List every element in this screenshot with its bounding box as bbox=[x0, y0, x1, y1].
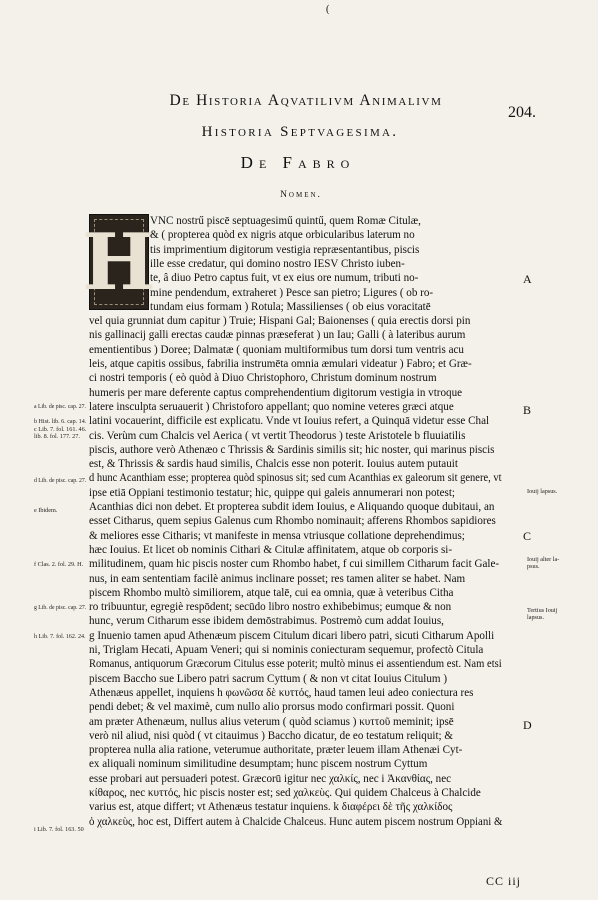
body-line: ementientibus ) Doree; Dalmatæ ( quoniam multiformibus tum dorsi tum ventris acu bbox=[89, 343, 464, 356]
body-line: militudinem, quam hic piscis noster cum Rhombo habet, f cui simillem Citharum facit Gale- bbox=[89, 558, 500, 571]
body-line: nis gallinacij galli erectas caudæ pinnas præseferat ) un Iau; Galli ( à lateribus aurum bbox=[89, 329, 466, 342]
body-line: & ( propterea quòd ex nigris atque orbicularibus laterum no bbox=[150, 229, 415, 242]
body-line: Romanus, antiquorum Græcorum Citulus esse poterit; multò minus ei assentiendum est. Nam etsi bbox=[89, 658, 502, 671]
body-line: VNC nostrű piscē septuagesimű quintű, quem Romæ Citulæ, bbox=[150, 215, 421, 227]
body-line: κίθαρος, nec κυττός, hic piscis noster est; sed χαλκεὺς. Qui quidem Chalceus à Chalcide bbox=[89, 787, 481, 799]
body-line: humeris per mare deferente captus comprehendentium digitorum vestigia in vtroque bbox=[89, 386, 463, 399]
margin-note-right: Tertius Iouij bbox=[527, 607, 558, 614]
margin-note-right: psus. bbox=[527, 563, 540, 570]
body-line: mine pendendum, extraheret ) Pesce san pietro; Ligures ( ob ro- bbox=[150, 286, 434, 299]
chapter-subtitle: Historia Septvagesima. bbox=[201, 124, 399, 140]
margin-note-right: Iouij lapsus. bbox=[527, 488, 558, 495]
section-letter: C bbox=[523, 529, 532, 543]
body-line: varius est, atque differt; vt Athenæus testatur inquiens. k διαφέρει δὲ τῆς χαλκίδος bbox=[89, 801, 453, 814]
body-line: Athenæus appellet, inquiens h φωνῶσα δὲ κυττός, haud tamen leui adeo coniectura res bbox=[89, 686, 474, 699]
margin-note: a Lib. de pisc. cap. 27. bbox=[34, 403, 86, 410]
body-line: tundam eius formam ) Rotula; Massilienses ( ob eius voracitatē bbox=[150, 300, 431, 313]
body-line: cis. Verùm cum Chalcis vel Aerica ( vt vertit Theodorus ) teste Aristotele b fluuiatilis bbox=[89, 429, 466, 442]
body-line: d hunc Acanthiam esse; propterea quòd spinosus sit; sed cum Acanthias ex galeorum sit genere, vt bbox=[89, 472, 502, 485]
body-line: nus, in eam sententiam facilè animus inclinare posset; res tamen aliter se habet. Nam bbox=[89, 572, 466, 585]
body-line: piscem Baccho sue Libero patri sacrum Cyttum ( & non vt citat Iouius Citulum ) bbox=[89, 672, 448, 685]
body-line: hæc Iouius. Et licet ob nominis Cithari & Citulæ affinitatem, atque ob corporis si- bbox=[89, 543, 453, 556]
margin-note-right: lapsus. bbox=[527, 614, 545, 621]
margin-note: g Lib. de pisc. cap. 27. bbox=[34, 604, 87, 611]
body-line: verò nil aliud, nisi quòd ( vt citauimus ) Baccho dicatur, de eo testatum reliquit; & bbox=[89, 729, 454, 742]
body-line: ci nostri temporis ( eò quòd à Diuo Christophoro, Christum dominum nostrum bbox=[89, 372, 437, 385]
body-line: esset Citharus, quem sepius Galenus cum Rhombo nominauit; afferens Rhombos sapidiores bbox=[89, 515, 496, 528]
body-line: am præter Athenæum, nullus alius veterum ( quòd sciamus ) κυττοῦ meminit; ipsē bbox=[89, 715, 454, 728]
body-line: latere insculpta seruauerit ) Christoforo appellant; quo nomine veteres græci atque bbox=[89, 400, 454, 413]
top-mark: ( bbox=[326, 4, 330, 15]
running-header: De Historia Aqvatilivm Animalivm bbox=[169, 92, 443, 109]
body-line: ille esse credatur, qui domino nostro IESV Christo iuben- bbox=[150, 257, 405, 270]
body-line: ni, Triglam Hecati, Apuam Veneri; qui si nominis coniecturam sequemur, profectò Citula bbox=[89, 644, 484, 656]
margin-note-right: Iouij alter la- bbox=[527, 556, 560, 563]
margin-note: c Lib. 7. fol. 161. 46. bbox=[34, 426, 87, 433]
body-line: te, â diuo Petro captus fuit, vt ex eius ore numum, tributi no- bbox=[150, 272, 419, 285]
body-line: tis imprimentium digitorum vestigia repræsentantibus, piscis bbox=[150, 243, 420, 256]
body-line: Acanthias dici non debet. Et propterea subdit idem Iouius, e Aliquando quoque dubitaui, an bbox=[89, 501, 495, 513]
margin-note: e Ibidem. bbox=[34, 507, 58, 514]
body-line: latini vocauerint, difficile est explicatu. Vnde vt Iouius refert, a Quinquā videtur esse Chal bbox=[89, 415, 490, 428]
chapter-title: De Fabro bbox=[240, 153, 356, 172]
signature-mark: CC iij bbox=[486, 874, 522, 888]
body-line: piscem Rhombo multò similiorem, atque talē, cui ea omnia, quæ à veteribus Citha bbox=[89, 586, 454, 599]
page-number: 204. bbox=[508, 104, 536, 121]
body-line: esse probari aut persuaderi potest. Græcorū igitur nec χαλκίς, nec i Ἀκανθίας, nec bbox=[89, 772, 452, 785]
margin-note: b Hist. lib. 6. cap. 14. bbox=[34, 418, 87, 425]
body-line: propterea nulla alia ratione, veterumue authoritate, præter leuem illam Athenæi Cyt- bbox=[89, 744, 463, 757]
section-letter: B bbox=[523, 403, 532, 417]
margin-note: h Lib. 7. fol. 162. 24. bbox=[34, 633, 86, 640]
margin-note: lib. 8. fol. 177. 27. bbox=[34, 433, 80, 440]
margin-note: f Clas. 2. fol. 29. H. bbox=[34, 561, 84, 568]
body-line: ex aliquali nominum similitudine desumptam; hunc piscem nostrum Cyttum bbox=[89, 758, 428, 771]
decorated-initial bbox=[82, 214, 156, 310]
body-line: piscis, authore verò Athenæo c Thrissis & Sardinis similis sit; hic noster, qui marinus piscis bbox=[89, 443, 495, 456]
body-line: & meliores esse Citharis; vt manifeste in mensa vtriusque collatione deprehendimus; bbox=[89, 529, 465, 542]
body-line: g Inuenio tamen apud Athenæum piscem Citulum dicari libero patri, sicuti Citharum Apolli bbox=[89, 629, 495, 642]
section-letter: A bbox=[523, 272, 532, 286]
body-line: ro tribuuntur, egregiè respōdent; secūdo libro nostro exhibebimus; eumque & non bbox=[89, 601, 452, 614]
margin-note: d Lib. de pisc. cap. 27. bbox=[34, 477, 87, 484]
initial-letter: H bbox=[82, 216, 156, 308]
body-line: hunc, verum Citharum esse ibidem demōstrabimus. Postremò cum addat Iouius, bbox=[89, 615, 444, 628]
body-line: leis, atque capitis ossibus, fabrilia instrumēta omnia æmulari videatur ) Fabro; et Græ- bbox=[89, 358, 472, 370]
body-line: pendi debet; & vel maximè, cum nullo alio prorsus modo confirmari possit. Quoni bbox=[89, 701, 455, 714]
body-line: ὁ χαλκεὺς, hoc est, Differt autem à Chalcide Chalceus. Hunc autem piscem nostrum Oppiani & bbox=[89, 815, 503, 828]
margin-note: i Lib. 7. fol. 163. 50 bbox=[34, 826, 84, 833]
body-line: vel quia grunniat dum capitur ) Truie; Hispani Gal; Baionenses ( quia erectis dorsi pin bbox=[89, 315, 471, 328]
body-line: est, & Thrissis & sardis haud similis, Chalcis esse non poterit. Iouius autem putauit bbox=[89, 458, 458, 471]
body-line: ipse etiā Oppiani testimonio testatur; hic, quippe qui galeis annumerari non potest; bbox=[89, 486, 456, 499]
section-heading: Nomen. bbox=[280, 190, 322, 200]
section-letter: D bbox=[523, 718, 532, 732]
